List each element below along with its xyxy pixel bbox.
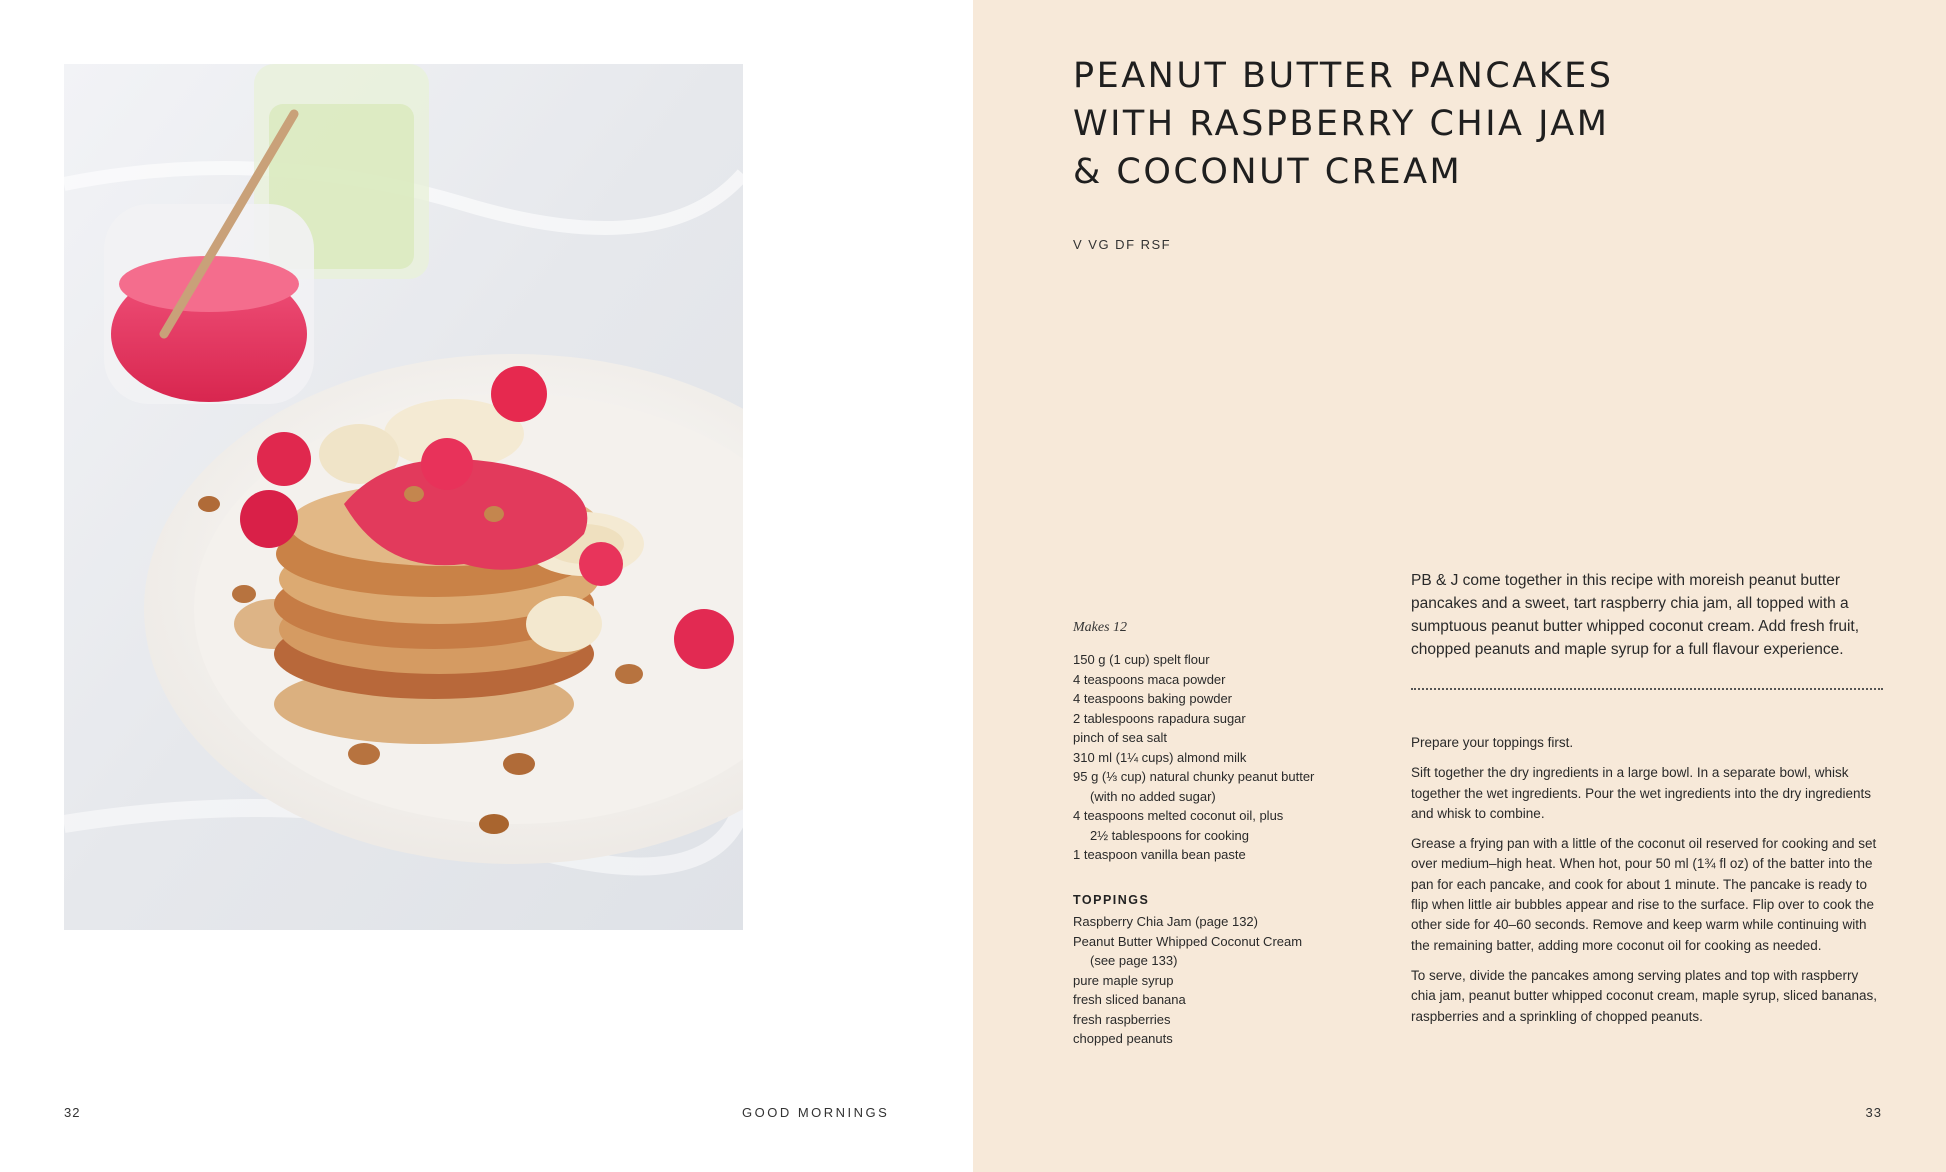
- method-step: Prepare your toppings first.: [1411, 735, 1574, 750]
- ingredient-item: pinch of sea salt: [1073, 730, 1167, 745]
- method-step: To serve, divide the pancakes among serving plates and top with raspberry chia jam, peanut butter whipped coconut cream, maple syrup, sliced bananas, raspberries and a sprinkling of chopped peanuts.: [1411, 967, 1878, 1024]
- topping-item-continued: (see page 133): [1090, 953, 1178, 968]
- ingredient-item: 95 g (⅓ cup) natural chunky peanut butter: [1073, 769, 1315, 784]
- pancake-illustration: [64, 64, 743, 930]
- recipe-intro: PB & J come together in this recipe with moreish peanut butter pancakes and a sweet, tart raspberry chia jam, all topped with a sumptuous peanut butter whipped coconut cream. Add fresh fruit, chopped peanuts and maple syrup for a full flavour experience.: [1411, 571, 1860, 658]
- ingredient-list: [1073, 650, 1373, 865]
- ingredient-item: 310 ml (1¼ cups) almond milk: [1073, 749, 1247, 765]
- topping-item: fresh raspberries: [1073, 1011, 1171, 1027]
- ingredient-item: 4 teaspoons melted coconut oil, plus: [1073, 808, 1284, 823]
- method-steps: [1411, 733, 1886, 1037]
- dotted-divider: [1411, 688, 1883, 690]
- method-step: Sift together the dry ingredients in a large bowl. In a separate bowl, whisk together the wet ingredients. Pour the wet ingredients into the dry ingredients and whisk to combine.: [1411, 765, 1872, 821]
- ingredient-item: 4 teaspoons baking powder: [1073, 691, 1233, 706]
- toppings-heading: TOPPINGS: [1073, 893, 1150, 907]
- title-line-3: & COCONUT CREAM: [1073, 152, 1463, 192]
- toppings-list: [1073, 912, 1373, 1049]
- ingredient-item: 2 tablespoons rapadura sugar: [1073, 710, 1246, 726]
- ingredient-item-continued: 2½ tablespoons for cooking: [1090, 827, 1249, 843]
- topping-item: Peanut Butter Whipped Coconut Cream: [1073, 933, 1303, 949]
- title-line-1: PEANUT BUTTER PANCAKES: [1073, 56, 1614, 96]
- topping-item: Raspberry Chia Jam (page 132): [1073, 914, 1258, 929]
- method-step: Grease a frying pan with a little of the coconut oil reserved for cooking and set over medium–high heat. When hot, pour 50 ml (1¾ fl oz) of the batter into the pan for each pancake, and cook for about 1 minute. The pancake is ready to flip when little air bubbles appear and rise to the surface. Flip over to cook the other side for 40–60 seconds. Remove and keep warm while continuing with the remaining batter, adding more coconut oil for cooking as needed.: [1411, 836, 1877, 953]
- topping-item: fresh sliced banana: [1073, 992, 1186, 1007]
- title-line-2: WITH RASPBERRY CHIA JAM: [1073, 104, 1610, 144]
- right-page: [973, 0, 1946, 1172]
- page-number-right: 33: [1865, 1105, 1882, 1120]
- topping-item: chopped peanuts: [1073, 1031, 1173, 1046]
- ingredient-item: 150 g (1 cup) spelt flour: [1073, 652, 1210, 667]
- ingredient-item: 1 teaspoon vanilla bean paste: [1073, 847, 1246, 862]
- ingredient-item-continued: (with no added sugar): [1090, 788, 1216, 804]
- topping-item: pure maple syrup: [1073, 972, 1174, 988]
- pancake-photo: [64, 64, 743, 930]
- diet-tags: V VG DF RSF: [1073, 237, 1172, 252]
- running-head: GOOD MORNINGS: [742, 1105, 890, 1120]
- yield-note: Makes 12: [1073, 620, 1128, 635]
- page-number-left: 32: [64, 1105, 81, 1120]
- ingredient-item: 4 teaspoons maca powder: [1073, 671, 1226, 687]
- recipe-title: [1073, 52, 1833, 196]
